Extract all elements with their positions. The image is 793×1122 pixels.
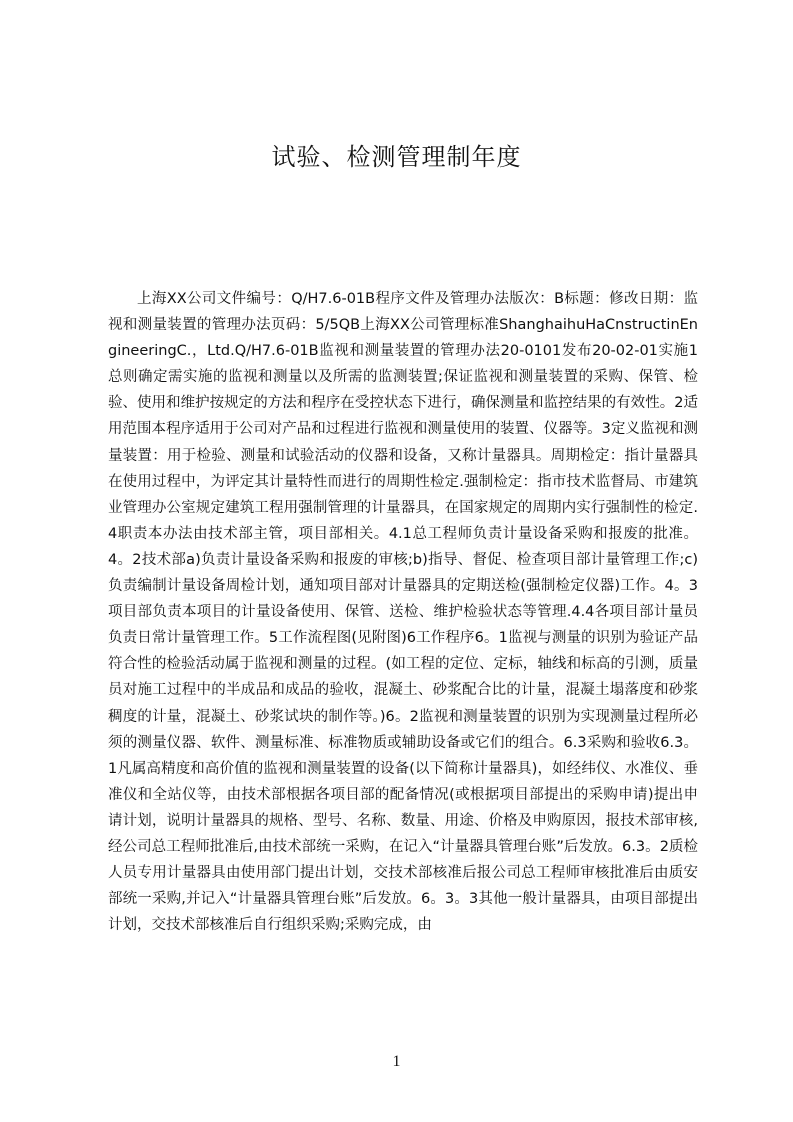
page-title: 试验、检测管理制年度 [271, 143, 522, 171]
body-text: 上海XX公司文件编号：Q/H7.6-01B程序文件及管理办法版次：B标题：修改日期：监视和测量装置的管理办法页码：5/5QB上海XX公司管理标准ShanghaihuHaCnstructinEngineeringC.，Ltd.Q/H7.6-01B监视和测量装置的管理办法20-0101发布20-02-01实施1总则确定需实施的监视和测量以及所需的监测装置;保证监视和测量装置的采购、保管、检验、使用和维护按规定的方法和程序在受控状态下进行，确保测量和监控结果的有效性。2适用范围本程序适用于公司对产品和过程进行监视和测量使用的装置、仪器等。3定义监视和测量装置：用于检验、测量和试验活动的仪器和设备，又称计量器具。周期检定：指计量器具在使用过程中，为评定其计量特性而进行的周期性检定.强制检定：指市技术监督局、市建筑业管理办公室规定建筑工程用强制管理的计量器具，在国家规定的周期内实行强制性的检定.4职责本办法由技术部主管，项目部相关。4.1总工程师负责计量设备采购和报废的批准。4。2技术部a)负责计量设备采购和报废的审核;b)指导、督促、检查项目部计量管理工作;c)负责编制计量设备周检计划，通知项目部对计量器具的定期送检(强制检定仪器)工作。4。3项目部负责本项目的计量设备使用、保管、送检、维护检验状态等管理.4.4各项目部计量员负责日常计量管理工作。5工作流程图(见附图)6工作程序6。1监视与测量的识别为验证产品符合性的检验活动属于监视和测量的过程。(如工程的定位、定标，轴线和标高的引测，质量员对施工过程中的半成品和成品的验收，混凝土、砂浆配合比的计量，混凝土塌落度和砂浆稠度的计量，混凝土、砂浆试块的制作等。)6。2监视和测量装置的识别为实现测量过程所必须的测量仪器、软件、测量标准、标准物质或辅助设备或它们的组合。6.3采购和验收6.3。1凡属高精度和高价值的监视和测量装置的设备(以下简称计量器具)，如经纬仪、水准仪、垂准仪和全站仪等，由技术部根据各项目部的配备情况(或根据项目部提出的采购申请)提出申请计划，说明计量器具的规格、型号、名称、数量、用途、价格及申购原因，报技术部审核,经公司总工程师批准后,由技术部统一采购，在记入“计量器具管理台账”后发放。6.3。2质检人员专用计量器具由使用部门提出计划，交技术部核准后报公司总工程师审核批准后由质安部统一采购,并记入“计量器具管理台账”后发放。6。3。3其他一般计量器具，由项目部提出计划，交技术部核准后自行组织采购;采购完成，由 [108, 291, 698, 934]
page-number: 1 [392, 1053, 401, 1070]
